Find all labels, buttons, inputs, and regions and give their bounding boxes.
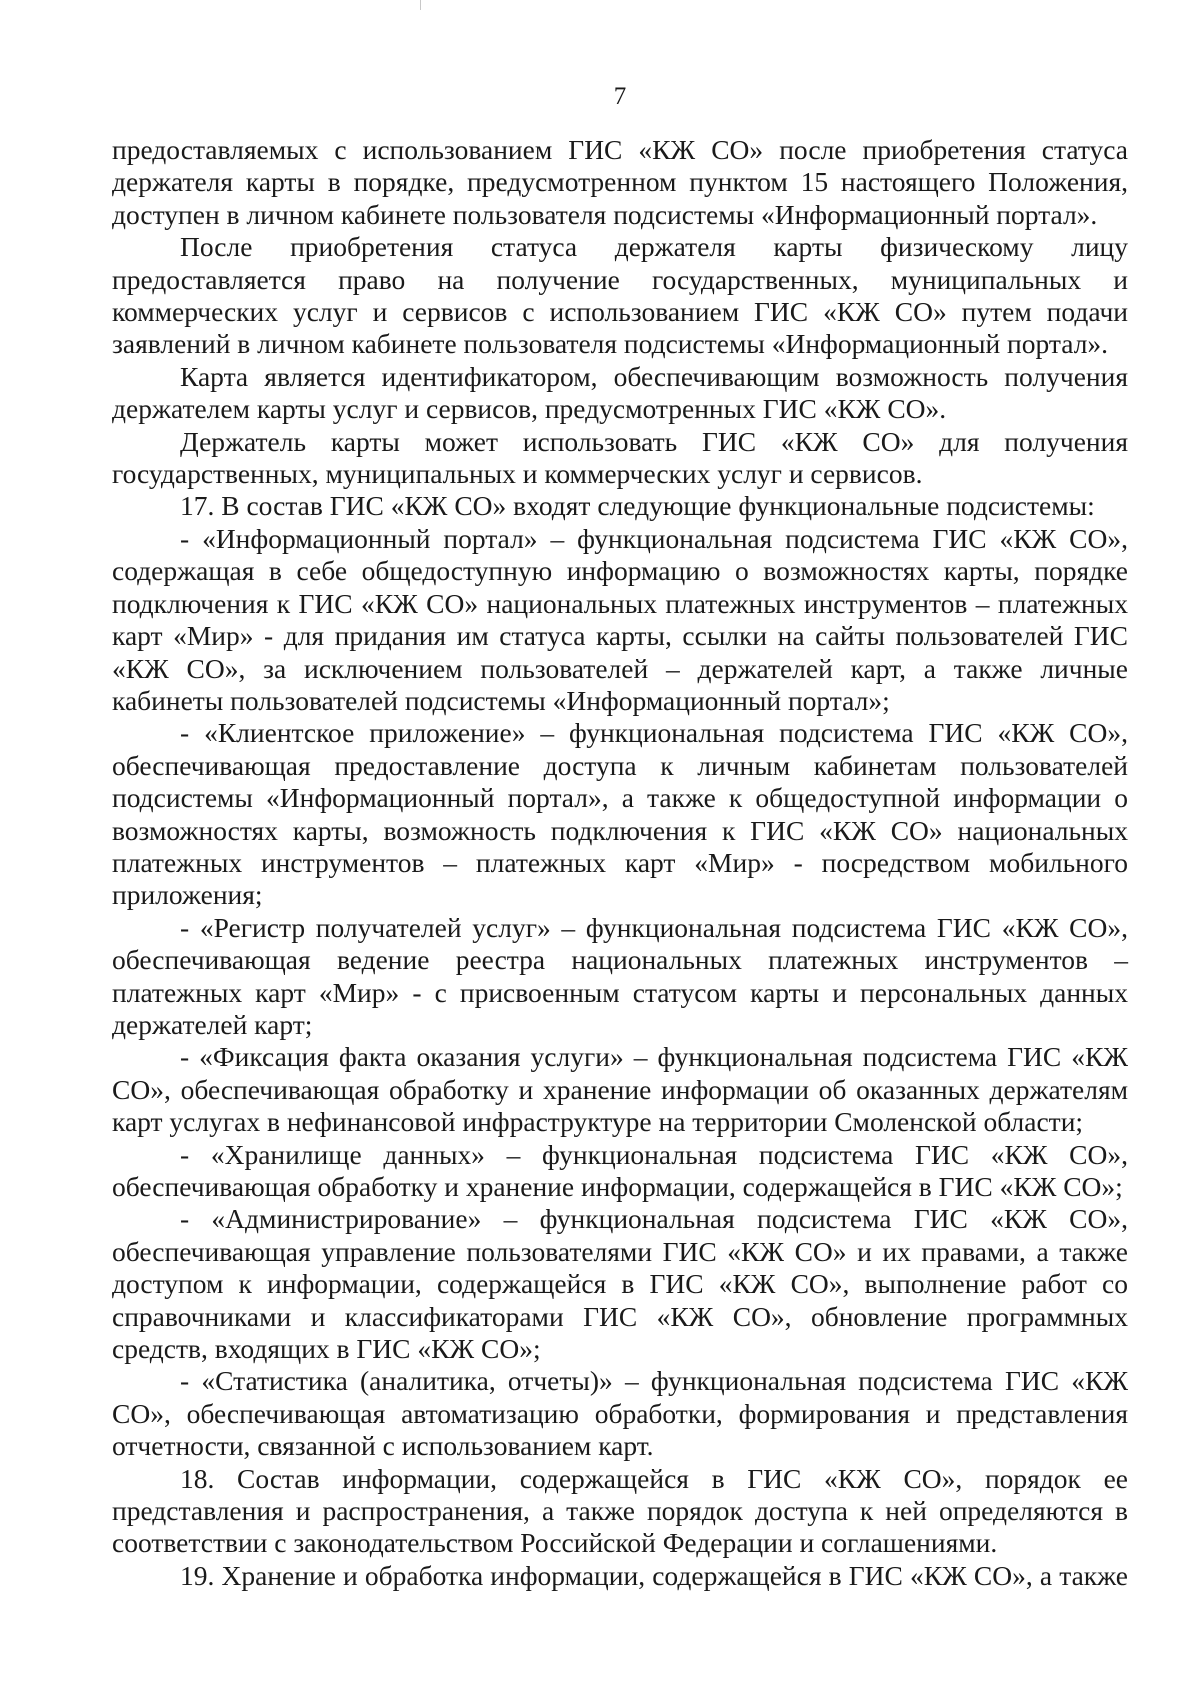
page-number: 7 — [613, 83, 627, 110]
paragraph-card-holder-rights: После приобретения статуса держателя карты физическому лицу предоставляется право на получение государственных, муниципальных и коммерческих услуг и сервисов с использованием ГИС «КЖ СО» путем подачи заявлений в личном кабинете пользователя подсистемы «Информационный портал». — [112, 231, 1128, 360]
paragraph-17-heading: 17. В состав ГИС «КЖ СО» входят следующие функциональные подсистемы: — [180, 490, 1095, 522]
paragraph-19: 19. Хранение и обработка информации, содержащейся в ГИС «КЖ СО», а также — [180, 1559, 1128, 1591]
list-item-service-recipients-register: - «Регистр получателей услуг» – функциональная подсистема ГИС «КЖ СО», обеспечивающая ведение реестра национальных платежных инструментов – платежных карт «Мир» - с присвоенным статусом карты и персональных данных держателей карт; — [112, 911, 1128, 1040]
list-item-client-application: - «Клиентское приложение» – функциональная подсистема ГИС «КЖ СО», обеспечивающая предоставление доступа к личным кабинетам пользователей подсистемы «Информационный портал», а также к общедоступной информации о возможностях карты, возможность подключения к ГИС «КЖ СО» национальных платежных инструментов – платежных карт «Мир» - посредством мобильного приложения; — [112, 717, 1128, 911]
list-item-data-storage: - «Хранилище данных» – функциональная подсистема ГИС «КЖ СО», обеспечивающая обработку и хранение информации, содержащейся в ГИС «КЖ СО»; — [112, 1138, 1128, 1202]
list-item-statistics: - «Статистика (аналитика, отчеты)» – функциональная подсистема ГИС «КЖ СО», обеспечивающая автоматизацию обработки, формирования и представления отчетности, связанной с использованием карт. — [112, 1365, 1128, 1462]
paragraph-continuation: предоставляемых с использованием ГИС «КЖ СО» после приобретения статуса держателя карты в порядке, предусмотренном пунктом 15 настоящего Положения, доступен в личном кабинете пользователя подсистемы «Информационный портал». — [112, 134, 1128, 230]
paragraph-card-holder-usage: Держатель карты может использовать ГИС «КЖ СО» для получения государственных, муниципальных и коммерческих услуг и сервисов. — [112, 425, 1128, 490]
list-item-information-portal: - «Информационный портал» – функциональная подсистема ГИС «КЖ СО», содержащая в себе общедоступную информацию о возможностях карты, порядке подключения к ГИС «КЖ СО» национальных платежных инструментов – платежных карт «Мир» - для придания им статуса карты, ссылки на сайты пользователей ГИС «КЖ СО», за исключением пользователей – держателей карт, а также личные кабинеты пользователей подсистемы «Информационный портал»; — [112, 522, 1128, 716]
paragraph-card-identifier: Карта является идентификатором, обеспечивающим возможность получения держателем карты услуг и сервисов, предусмотренных ГИС «КЖ СО». — [112, 360, 1128, 425]
scan-artifact-mark — [420, 0, 421, 10]
paragraph-18: 18. Состав информации, содержащейся в ГИС «КЖ СО», порядок ее представления и распространения, а также порядок доступа к ней определяются в соответствии с законодательством Российской Федерации и соглашениями. — [112, 1462, 1128, 1559]
list-item-service-fact-recording: - «Фиксация факта оказания услуги» – функциональная подсистема ГИС «КЖ СО», обеспечивающая обработку и хранение информации об оказанных держателям карт услугах в нефинансовой инфраструктуре на территории Смоленской области; — [112, 1041, 1128, 1138]
document-body — [112, 134, 1128, 1592]
list-item-administration: - «Администрирование» – функциональная подсистема ГИС «КЖ СО», обеспечивающая управление пользователями ГИС «КЖ СО» и их правами, а также доступом к информации, содержащейся в ГИС «КЖ СО», выполнение работ со справочниками и классификаторами ГИС «КЖ СО», обновление программных средств, входящих в ГИС «КЖ СО»; — [112, 1203, 1128, 1365]
